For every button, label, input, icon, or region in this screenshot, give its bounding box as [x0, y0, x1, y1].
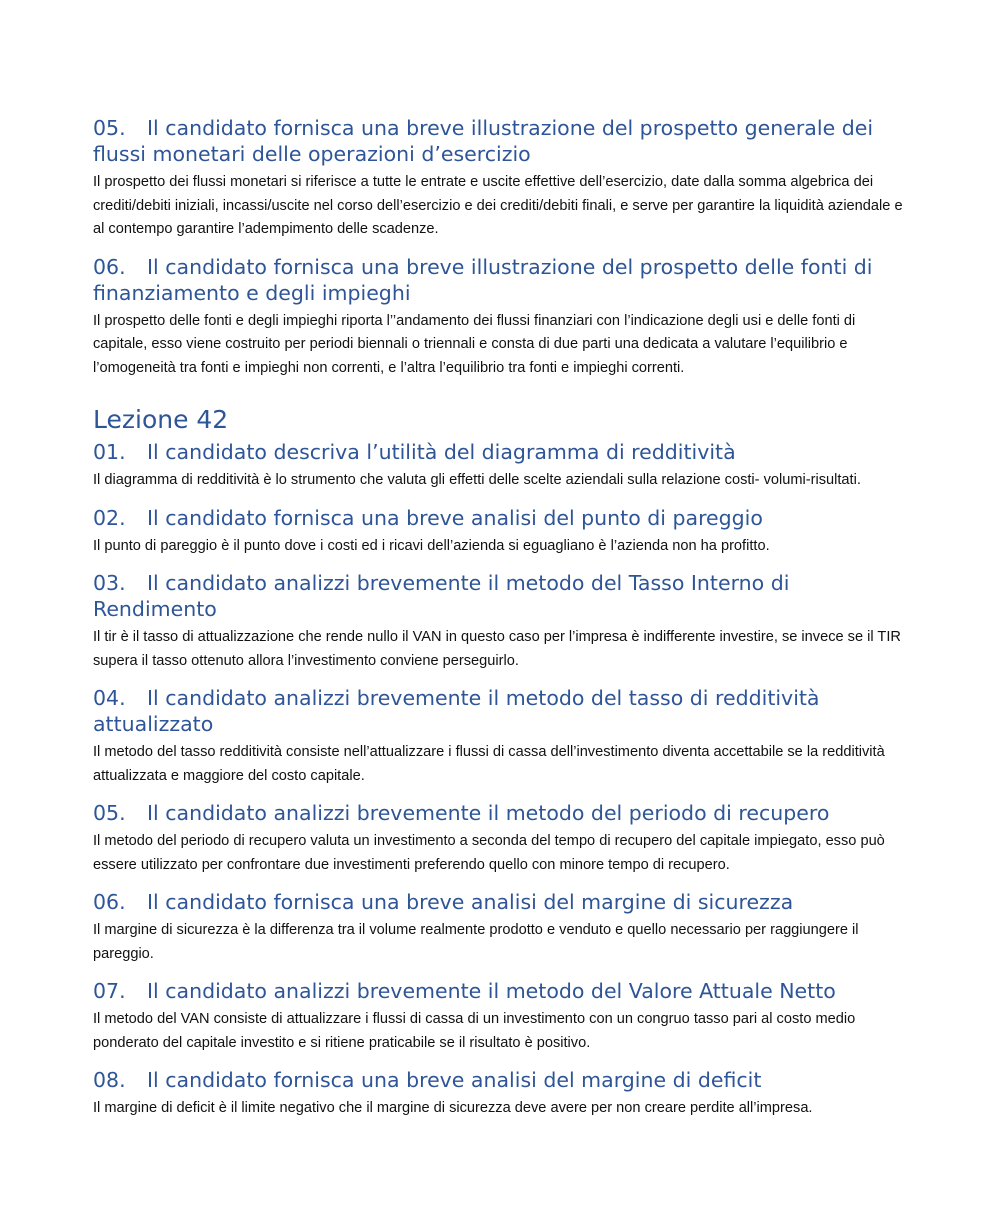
question-heading: [93, 505, 913, 531]
question-block: [93, 800, 913, 877]
question-heading: [93, 115, 913, 167]
answer-text: Il margine di sicurezza è la differenza tra il volume realmente prodotto e venduto e quello necessario per raggiungere il pareggio.: [93, 922, 859, 962]
question-text: Il candidato analizzi brevemente il metodo del periodo di recupero: [147, 801, 830, 825]
question-text: Il candidato analizzi brevemente il metodo del Tasso Interno di Rendimento: [93, 571, 790, 621]
question-text: Il candidato fornisca una breve analisi del margine di deficit: [147, 1068, 762, 1092]
question-block: [93, 978, 913, 1055]
answer-text: Il metodo del periodo di recupero valuta un investimento a seconda del tempo di recupero del capitale impiegato, esso può essere utilizzato per confrontare due investimenti preferendo quello con minore tempo di recupero.: [93, 833, 885, 873]
question-heading: [93, 439, 913, 465]
answer-text: Il margine di deficit è il limite negativo che il margine di sicurezza deve avere per non creare perdite all’impresa.: [93, 1100, 813, 1116]
question-heading: [93, 889, 913, 915]
question-block: [93, 1067, 913, 1121]
question-text: Il candidato descriva l’utilità del diagramma di redditività: [147, 440, 736, 464]
question-heading: [93, 570, 913, 622]
answer-text: Il diagramma di redditività è lo strumento che valuta gli effetti delle scelte aziendali sulla relazione costi- volumi-risultati.: [93, 472, 861, 488]
answer-text: Il prospetto delle fonti e degli impieghi riporta l’’andamento dei flussi finanziari con l’indicazione degli usi e delle fonti di capitale, esso viene costruito per periodi biennali o triennali e consta di due parti una dedicata a valutare l’equilibrio e l’omogeneità tra fonti e impieghi non correnti, e l’altra l’equilibrio tra fonti e impieghi correnti.: [93, 312, 856, 376]
question-block: [93, 570, 913, 673]
question-text: Il candidato fornisca una breve analisi del margine di sicurezza: [147, 890, 794, 914]
question-heading: [93, 685, 913, 737]
question-number: 07.: [93, 979, 126, 1003]
question-block: [93, 254, 913, 381]
question-heading: [93, 978, 913, 1004]
question-text: Il candidato fornisca una breve illustrazione del prospetto generale dei flussi monetari delle operazioni d’esercizio: [93, 116, 874, 166]
question-block: [93, 889, 913, 966]
answer-text: Il punto di pareggio è il punto dove i costi ed i ricavi dell’azienda si eguagliano è l’azienda non ha profitto.: [93, 537, 770, 554]
question-number: 01.: [93, 440, 126, 464]
question-heading: [93, 800, 913, 826]
question-heading: [93, 254, 913, 306]
question-number: 08.: [93, 1068, 126, 1092]
question-text: Il candidato fornisca una breve analisi del punto di pareggio: [147, 505, 763, 530]
question-number: 05.: [93, 116, 126, 140]
lesson-title: Lezione 42: [93, 405, 229, 434]
answer-text: Il metodo del tasso redditività consiste nell’attualizzare i flussi di cassa dell’investimento diventa accettabile se la redditività attualizzata e maggiore del costo capitale.: [93, 744, 885, 784]
question-block: [93, 115, 913, 242]
document-page: [93, 115, 913, 1133]
question-number: 03.: [93, 571, 126, 595]
question-number: 05.: [93, 801, 126, 825]
question-block: [93, 439, 913, 493]
question-text: Il candidato fornisca una breve illustrazione del prospetto delle fonti di finanziamento e degli impieghi: [93, 254, 873, 305]
question-text: Il candidato analizzi brevemente il metodo del tasso di redditività attualizzato: [93, 686, 820, 736]
question-text: Il candidato analizzi brevemente il metodo del Valore Attuale Netto: [147, 979, 836, 1003]
question-number: 04.: [93, 686, 126, 710]
question-number: 02.: [93, 505, 126, 530]
question-number: 06.: [93, 890, 126, 914]
answer-text: Il prospetto dei flussi monetari si riferisce a tutte le entrate e uscite effettive dell’esercizio, date dalla somma algebrica dei crediti/debiti iniziali, incassi/uscite nel corso dell’esercizio e dei crediti/debiti finali, e serve per garantire la liquidità aziendale e al contempo garantire l’adempimento delle scadenze.: [93, 174, 903, 237]
question-number: 06.: [93, 254, 126, 279]
answer-text: Il tir è il tasso di attualizzazione che rende nullo il VAN in questo caso per l’impresa è indifferente investire, se invece se il TIR supera il tasso ottenuto allora l’investimento conviene perseguirlo.: [93, 629, 901, 669]
question-block: [93, 505, 913, 559]
question-block: [93, 685, 913, 788]
question-heading: [93, 1067, 913, 1093]
answer-text: Il metodo del VAN consiste di attualizzare i flussi di cassa di un investimento con un congruo tasso pari al costo medio ponderato del capitale investito e si ritiene praticabile se il risultato è positivo.: [93, 1011, 856, 1051]
